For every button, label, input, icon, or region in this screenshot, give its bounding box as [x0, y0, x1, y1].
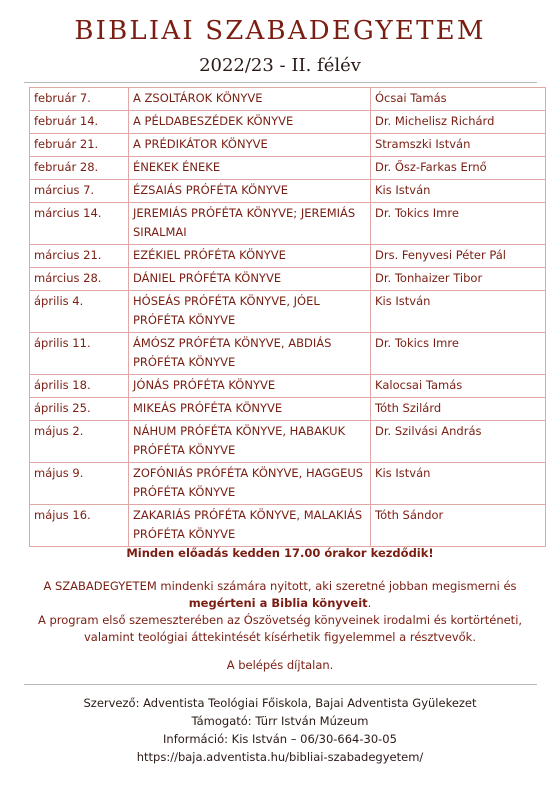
session-topic: A ZSOLTÁROK KÖNYVE	[129, 88, 371, 111]
session-topic: JEREMIÁS PRÓFÉTA KÖNYVE; JEREMIÁS SIRALMAI	[129, 203, 371, 245]
session-topic: EZÉKIEL PRÓFÉTA KÖNYVE	[129, 245, 371, 268]
session-speaker: Kis István	[371, 291, 546, 333]
session-date: március 21.	[30, 245, 129, 268]
session-date: április 25.	[30, 398, 129, 421]
schedule-row	[30, 505, 546, 547]
footer-info: Információ: Kis István – 06/30-664-30-05	[163, 732, 397, 746]
session-speaker: Dr. Ősz-Farkas Ernő	[371, 157, 546, 180]
session-speaker: Ócsai Tamás	[371, 88, 546, 111]
session-date: február 14.	[30, 111, 129, 134]
schedule-row	[30, 88, 546, 111]
schedule-row	[30, 333, 546, 375]
session-date: március 14.	[30, 203, 129, 245]
session-topic: NÁHUM PRÓFÉTA KÖNYVE, HABAKUK PRÓFÉTA KÖNYVE	[129, 421, 371, 463]
schedule-row	[30, 245, 546, 268]
session-topic: MIKEÁS PRÓFÉTA KÖNYVE	[129, 398, 371, 421]
session-date: április 4.	[30, 291, 129, 333]
intro-paragraph	[0, 578, 560, 646]
session-speaker: Kalocsai Tamás	[371, 375, 546, 398]
session-speaker: Tóth Sándor	[371, 505, 546, 547]
schedule-row	[30, 398, 546, 421]
session-speaker: Dr. Tonhaizer Tibor	[371, 268, 546, 291]
session-speaker: Kis István	[371, 180, 546, 203]
session-date: március 28.	[30, 268, 129, 291]
footer-divider	[24, 684, 537, 685]
intro-emphasis: megérteni a Biblia könyveit	[188, 596, 368, 610]
intro-line-4: valamint teológiai áttekintését kísérhetik figyelemmel a résztvevők.	[84, 630, 476, 644]
session-date: május 2.	[30, 421, 129, 463]
schedule-row	[30, 180, 546, 203]
session-speaker: Dr. Tokics Imre	[371, 203, 546, 245]
session-topic: ÉZSAIÁS PRÓFÉTA KÖNYVE	[129, 180, 371, 203]
session-topic: A PÉLDABESZÉDEK KÖNYVE	[129, 111, 371, 134]
schedule-row	[30, 134, 546, 157]
schedule-table	[29, 87, 546, 547]
page-title: BIBLIAI SZABADEGYETEM	[74, 16, 486, 46]
free-entry-note: A belépés díjtalan.	[226, 658, 334, 672]
session-topic: JÓNÁS PRÓFÉTA KÖNYVE	[129, 375, 371, 398]
intro-line-2	[0, 595, 560, 612]
schedule-row	[30, 111, 546, 134]
session-date: február 21.	[30, 134, 129, 157]
schedule-body	[30, 88, 546, 547]
session-speaker: Kis István	[371, 463, 546, 505]
session-topic: ÁMÓSZ PRÓFÉTA KÖNYVE, ABDIÁS PRÓFÉTA KÖNYVE	[129, 333, 371, 375]
intro-line-3: A program első szemeszterében az Ószövetség könyveinek irodalmi és kortörténeti,	[37, 613, 523, 627]
session-date: április 18.	[30, 375, 129, 398]
semester-subtitle: 2022/23 - II. félév	[199, 55, 361, 76]
footer-url[interactable]: https://baja.adventista.hu/bibliai-szabadegyetem/	[136, 750, 424, 764]
session-date: február 7.	[30, 88, 129, 111]
session-speaker: Dr. Szilvási András	[371, 421, 546, 463]
schedule-row	[30, 203, 546, 245]
session-speaker: Drs. Fenyvesi Péter Pál	[371, 245, 546, 268]
session-date: február 28.	[30, 157, 129, 180]
footer-sponsor: Támogató: Türr István Múzeum	[191, 714, 369, 728]
session-topic: A PRÉDIKÁTOR KÖNYVE	[129, 134, 371, 157]
footer-organizer: Szervező: Adventista Teológiai Főiskola, Bajai Adventista Gyülekezet	[83, 696, 477, 710]
session-date: május 9.	[30, 463, 129, 505]
footer	[0, 694, 560, 766]
header-divider	[24, 82, 537, 83]
intro-line-2-end: .	[367, 596, 372, 610]
session-speaker: Tóth Szilárd	[371, 398, 546, 421]
schedule-row	[30, 291, 546, 333]
schedule-notice: Minden előadás kedden 17.00 órakor kezdődik!	[126, 546, 434, 560]
session-topic: HÓSEÁS PRÓFÉTA KÖNYVE, JÓEL PRÓFÉTA KÖNYVE	[129, 291, 371, 333]
schedule-row	[30, 375, 546, 398]
session-speaker: Stramszki István	[371, 134, 546, 157]
intro-line-1: A SZABADEGYETEM mindenki számára nyitott, aki szeretné jobban megismerni és	[43, 579, 517, 593]
session-speaker: Dr. Michelisz Richárd	[371, 111, 546, 134]
session-topic: ZAKARIÁS PRÓFÉTA KÖNYVE, MALAKIÁS PRÓFÉTA KÖNYVE	[129, 505, 371, 547]
session-topic: ZOFÓNIÁS PRÓFÉTA KÖNYVE, HAGGEUS PRÓFÉTA KÖNYVE	[129, 463, 371, 505]
session-date: április 11.	[30, 333, 129, 375]
schedule-row	[30, 421, 546, 463]
session-topic: DÁNIEL PRÓFÉTA KÖNYVE	[129, 268, 371, 291]
schedule-row	[30, 268, 546, 291]
schedule-row	[30, 157, 546, 180]
session-date: március 7.	[30, 180, 129, 203]
session-topic: ÉNEKEK ÉNEKE	[129, 157, 371, 180]
schedule-row	[30, 463, 546, 505]
session-speaker: Dr. Tokics Imre	[371, 333, 546, 375]
session-date: május 16.	[30, 505, 129, 547]
